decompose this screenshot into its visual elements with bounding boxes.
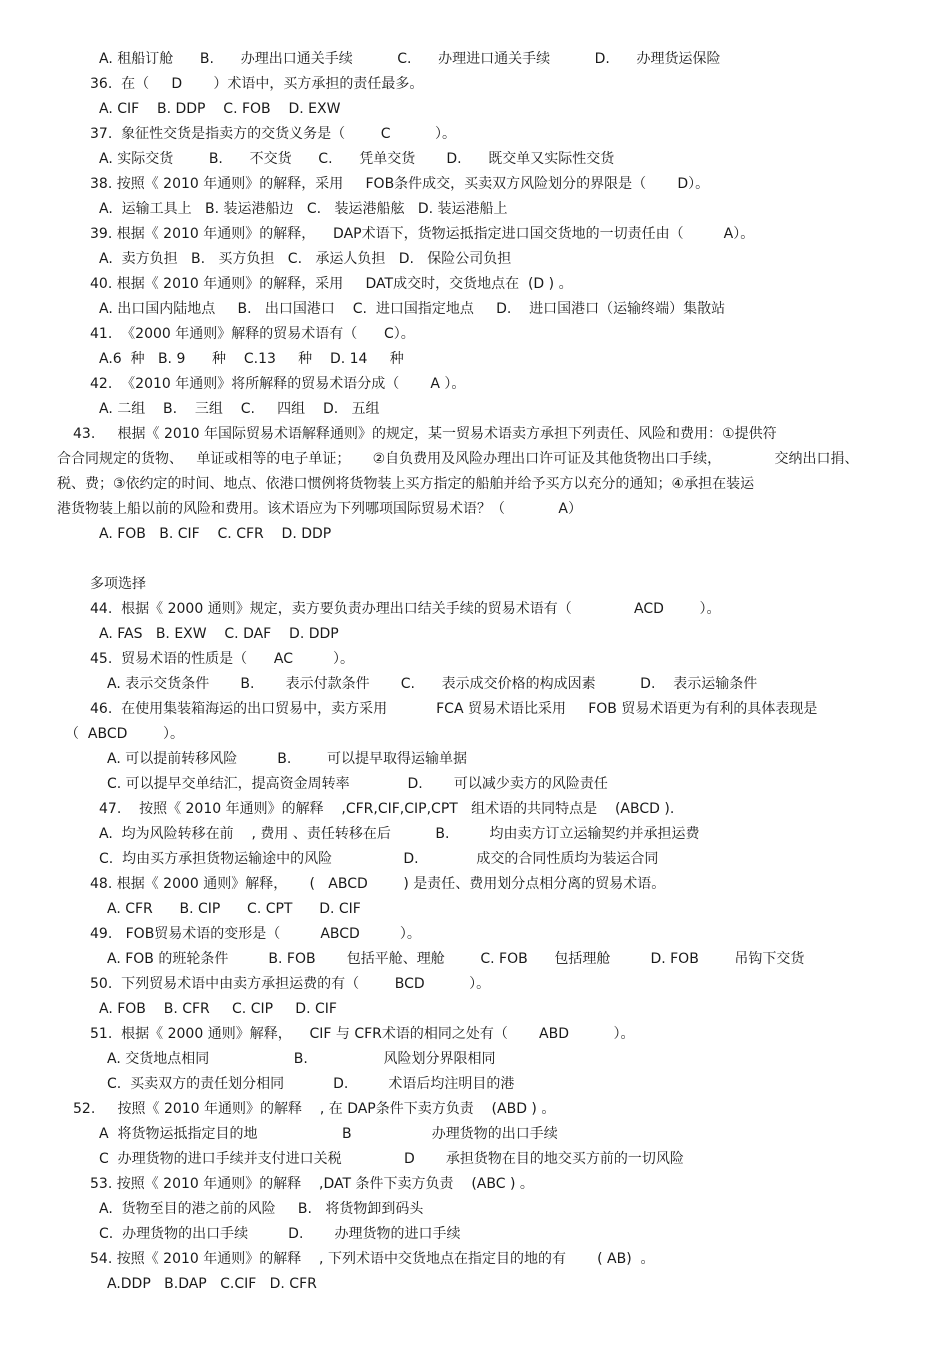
- text-line: A. FOB 的班轮条件 B. FOB 包括平舱、理舱 C. FOB 包括理舱 D. FOB 吊钩下交货: [107, 951, 805, 967]
- text-line: 41. 《2000 年通则》解释的贸易术语有（ C）。: [90, 326, 415, 342]
- text-line: A. FAS B. EXW C. DAF D. DDP: [99, 626, 339, 642]
- text-line: 36. 在（ D ）术语中，买方承担的责任最多。: [90, 76, 424, 92]
- text-line: 39. 根据《 2010 年通则》的解释， DAP术语下，货物运抵指定进口国交货地的一切责任由（ A）。: [90, 226, 755, 242]
- text-line: 多项选择: [90, 576, 146, 592]
- text-line: A. 卖方负担 B. 买方负担 C. 承运人负担 D. 保险公司负担: [99, 251, 512, 267]
- text-line: 港货物装上船以前的风险和费用。该术语应为下列哪项国际贸易术语？（ A）: [57, 501, 582, 517]
- text-line: 51. 根据《 2000 通则》解释， CIF 与 CFR术语的相同之处有（ ABD ）。: [90, 1026, 635, 1042]
- text-line: 合合同规定的货物、 单证或相等的电子单证； ②自负费用及风险办理出口许可证及其他货物出口手续， 交纳出口捐、: [57, 451, 859, 467]
- text-line: C 办理货物的进口手续并支付进口关税 D 承担货物在目的地交买方前的一切风险: [99, 1151, 684, 1167]
- text-line: 45. 贸易术语的性质是（ AC ）。: [90, 651, 355, 667]
- text-line: A. 交货地点相同 B. 风险划分界限相同: [107, 1051, 496, 1067]
- text-line: 54. 按照《 2010 年通则》的解释 , 下列术语中交货地点在指定目的地的有 ( AB) 。: [90, 1251, 655, 1267]
- text-line: A. 表示交货条件 B. 表示付款条件 C. 表示成交价格的构成因素 D. 表示运输条件: [107, 676, 758, 692]
- text-line: 38. 按照《 2010 年通则》的解释，采用 FOB条件成交，买卖双方风险划分的界限是（ D）。: [90, 176, 710, 192]
- text-line: 48. 根据《 2000 通则》解释， ( ABCD ) 是责任、费用划分点相分离的贸易术语。: [90, 876, 666, 892]
- text-line: A. 出口国内陆地点 B. 出口国港口 C. 进口国指定地点 D. 进口国港口（运输终端）集散站: [99, 301, 726, 317]
- text-line: 42. 《2010 年通则》将所解释的贸易术语分成（ A ）。: [90, 376, 466, 392]
- text-line: A. 货物至目的港之前的风险 B. 将货物卸到码头: [99, 1201, 424, 1217]
- text-line: （ ABCD ）。: [65, 726, 184, 742]
- text-line: A. CIF B. DDP C. FOB D. EXW: [99, 101, 341, 117]
- text-line: 46. 在使用集装箱海运的出口贸易中，卖方采用 FCA 贸易术语比采用 FOB 贸易术语更为有利的具体表现是: [90, 701, 818, 717]
- text-line: 52. 按照《 2010 年通则》的解释 , 在 DAP条件下卖方负责 (ABD ) 。: [73, 1101, 556, 1117]
- text-line: A. 实际交货 B. 不交货 C. 凭单交货 D. 既交单又实际性交货: [99, 151, 615, 167]
- text-line: A. 租船订舱 B. 办理出口通关手续 C. 办理进口通关手续 D. 办理货运保险: [99, 51, 721, 67]
- text-line: 47. 按照《 2010 年通则》的解释 ,CFR,CIF,CIP,CPT 组术语的共同特点是 (ABCD ).: [99, 801, 675, 817]
- text-line: 50. 下列贸易术语中由卖方承担运费的有（ BCD ）。: [90, 976, 491, 992]
- text-line: C. 可以提早交单结汇，提高资金周转率 D. 可以减少卖方的风险责任: [107, 776, 608, 792]
- text-line: A. FOB B. CIF C. CFR D. DDP: [99, 526, 332, 542]
- text-line: 税、费；③依约定的时间、地点、依港口惯例将货物装上买方指定的船舶并给予买方以充分的通知；④承担在装运: [57, 476, 755, 492]
- text-line: C. 办理货物的出口手续 D. 办理货物的进口手续: [99, 1226, 461, 1242]
- text-line: A. FOB B. CFR C. CIP D. CIF: [99, 1001, 337, 1017]
- text-line: C. 均由买方承担货物运输途中的风险 D. 成交的合同性质均为装运合同: [99, 851, 659, 867]
- text-line: C. 买卖双方的责任划分相同 D. 术语后均注明目的港: [107, 1076, 515, 1092]
- text-line: A 将货物运抵指定目的地 B 办理货物的出口手续: [99, 1126, 558, 1142]
- text-line: 53. 按照《 2010 年通则》的解释 ,DAT 条件下卖方负责 (ABC ) 。: [90, 1176, 534, 1192]
- text-line: A. 可以提前转移风险 B. 可以提早取得运输单据: [107, 751, 467, 767]
- text-line: A. CFR B. CIP C. CPT D. CIF: [107, 901, 361, 917]
- text-line: A. 均为风险转移在前 , 费用 、责任转移在后 B. 均由卖方订立运输契约并承担运费: [99, 826, 700, 842]
- text-line: 40. 根据《 2010 年通则》的解释，采用 DAT成交时，交货地点在 (D ) 。: [90, 276, 573, 292]
- text-line: A.6 种 B. 9 种 C.13 种 D. 14 种: [99, 351, 404, 367]
- text-line: 37. 象征性交货是指卖方的交货义务是（ C ）。: [90, 126, 457, 142]
- text-line: 44. 根据《 2000 通则》规定，卖方要负责办理出口结关手续的贸易术语有（ ACD ）。: [90, 601, 721, 617]
- text-line: 49. FOB贸易术语的变形是（ ABCD ）。: [90, 926, 421, 942]
- text-line: 43. 根据《 2010 年国际贸易术语解释通则》的规定，某一贸易术语卖方承担下列责任、风险和费用：①提供符: [73, 426, 777, 442]
- text-line: A. 运输工具上 B. 装运港船边 C. 装运港船舷 D. 装运港船上: [99, 201, 508, 217]
- text-line: A. 二组 B. 三组 C. 四组 D. 五组: [99, 401, 380, 417]
- text-line: A.DDP B.DAP C.CIF D. CFR: [107, 1276, 317, 1292]
